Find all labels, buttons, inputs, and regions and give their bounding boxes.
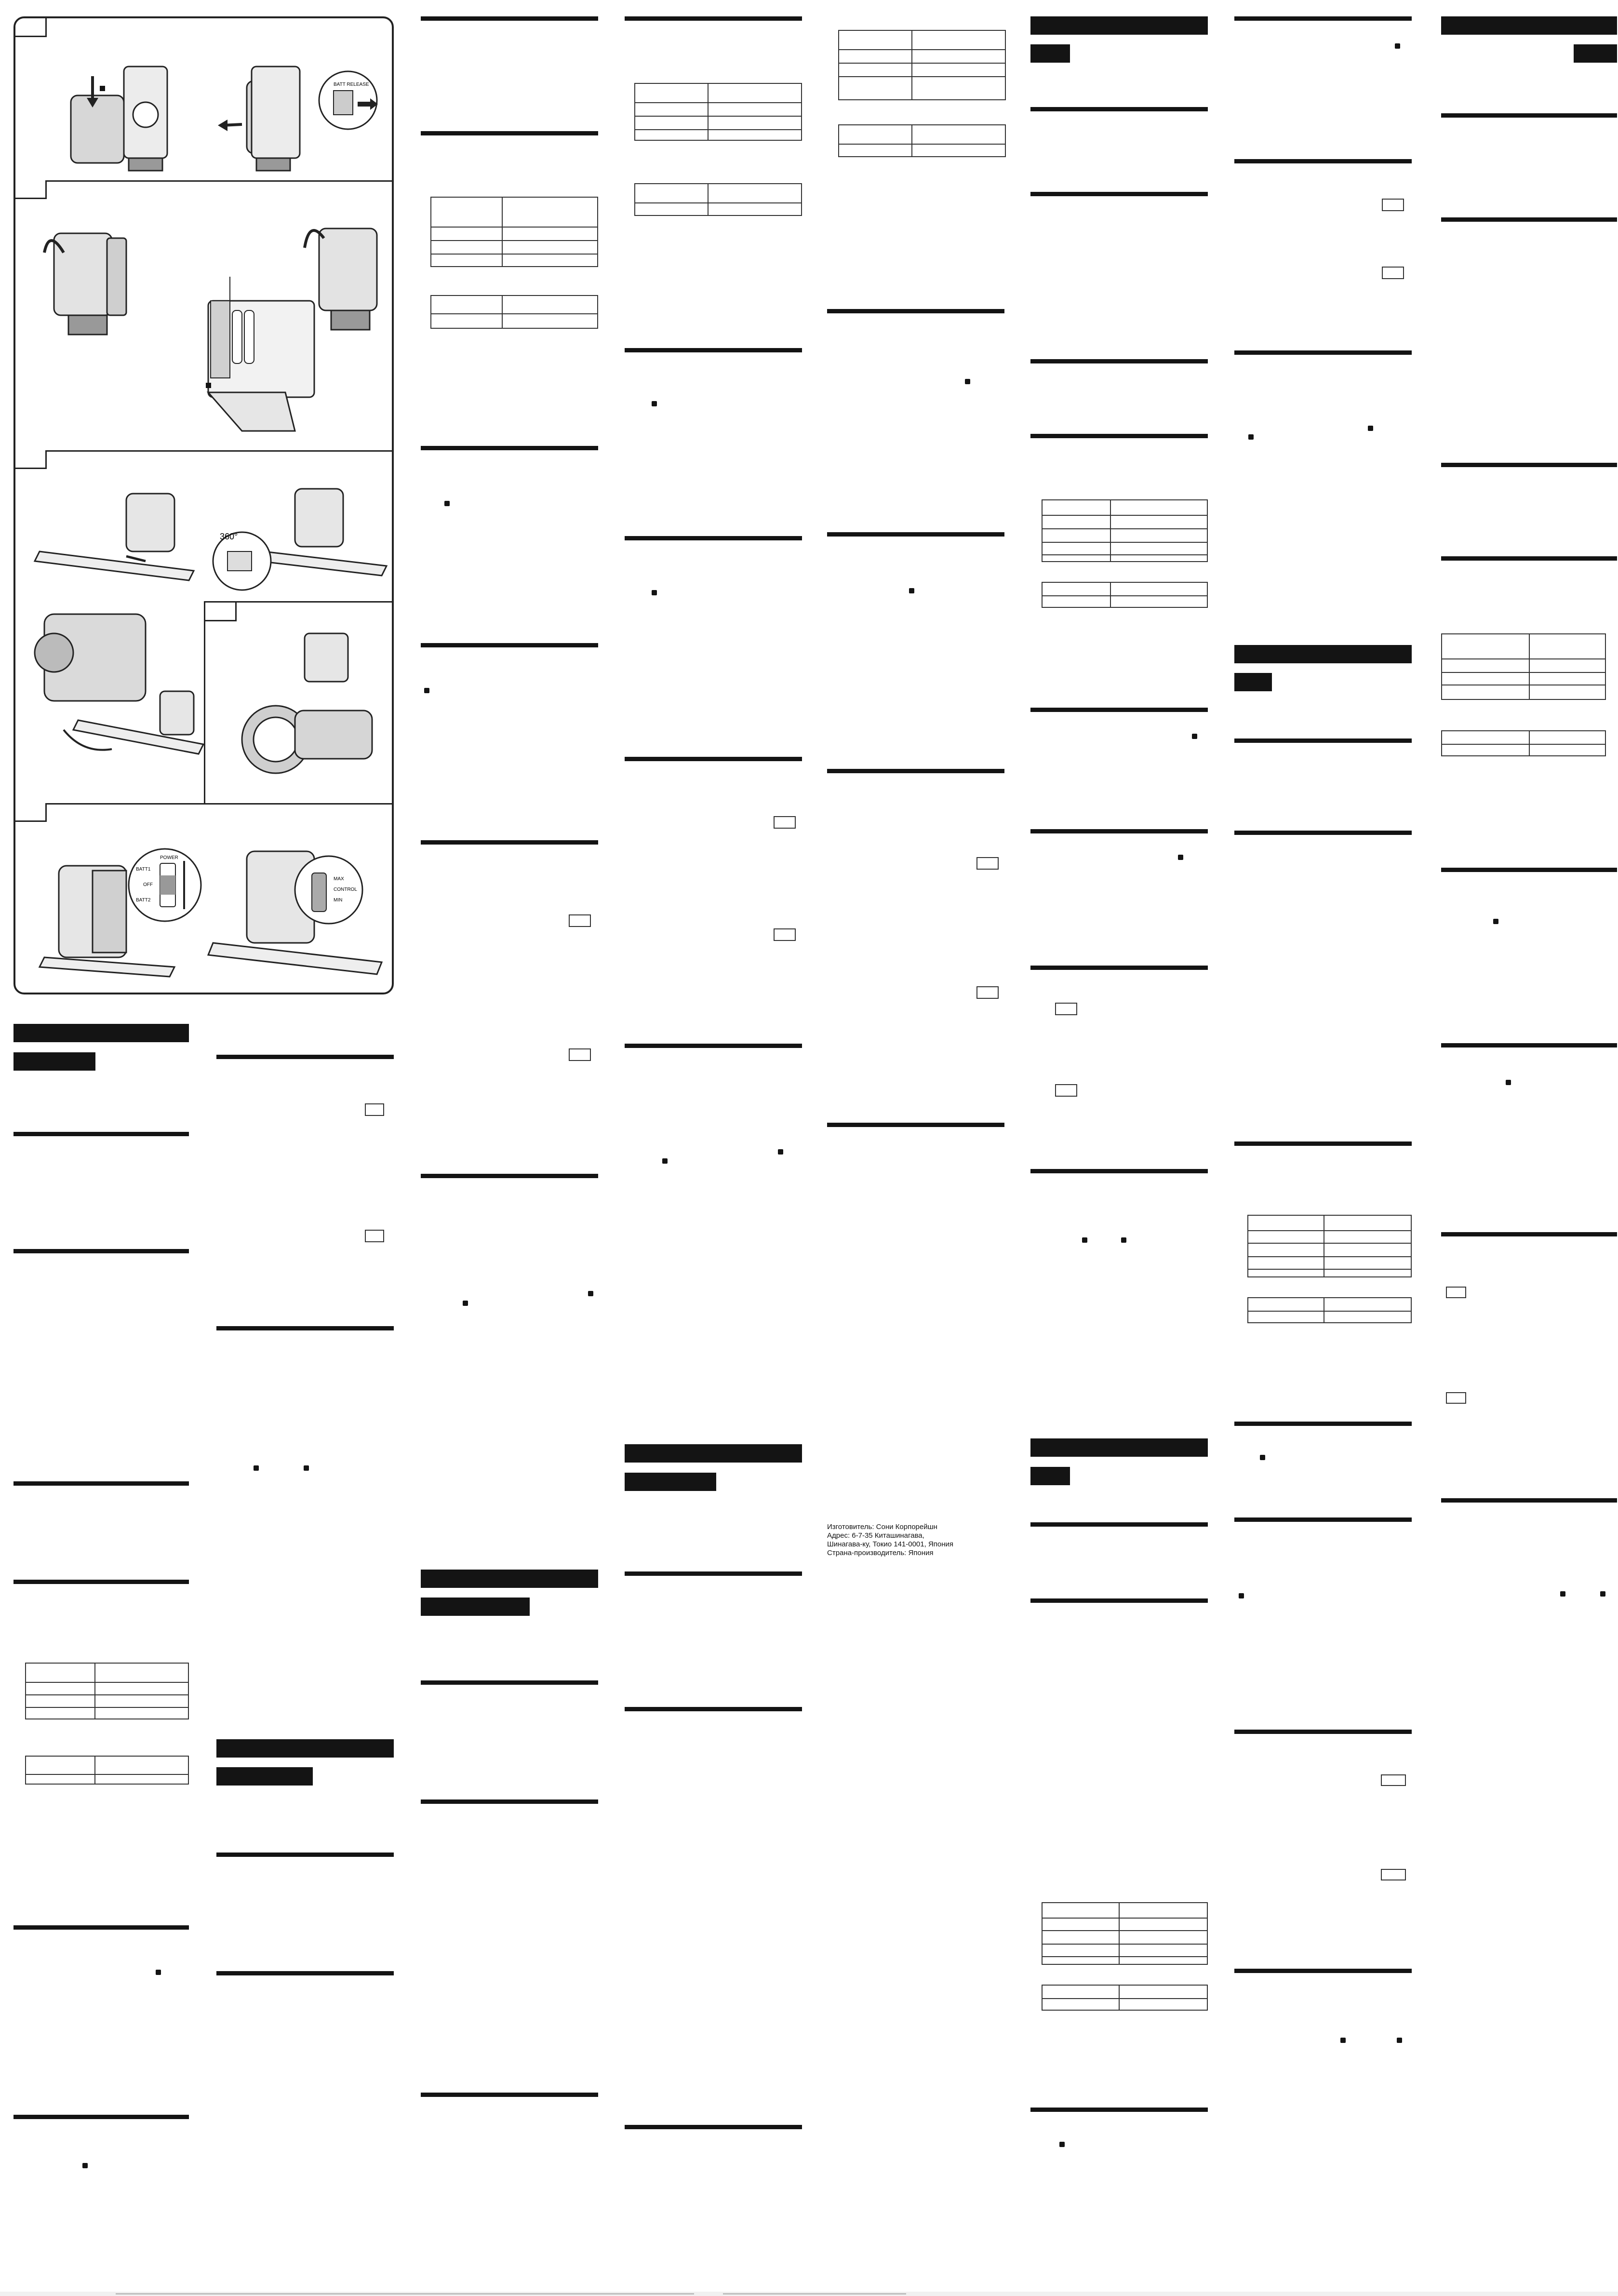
section-rule: [1234, 16, 1412, 21]
spec-table: [25, 1756, 189, 1785]
figure-reference-mark: [1395, 43, 1400, 49]
section-rule: [1234, 738, 1412, 743]
language-header-band: [1441, 16, 1617, 35]
spec-table: [25, 1663, 189, 1719]
button-symbol-box: [774, 928, 796, 941]
battery-insert-illustration: [15, 18, 392, 177]
spec-table: [1042, 499, 1208, 562]
figure-reference-mark: [1340, 2038, 1346, 2043]
section-rule: [1030, 829, 1208, 833]
spec-table: [838, 30, 1006, 100]
section-rule: [1234, 159, 1412, 163]
scan-edge-strip: [0, 2292, 1618, 2296]
spec-table: [1247, 1215, 1412, 1277]
figure-reference-mark: [1397, 2038, 1402, 2043]
section-rule: [1030, 966, 1208, 970]
spec-table: [1042, 582, 1208, 608]
figure-reference-mark: [588, 1291, 593, 1296]
battery-compartment-illustration: [15, 180, 392, 448]
language-header-band: [216, 1739, 394, 1758]
section-rule: [827, 532, 1004, 537]
language-subheader-band: [421, 1598, 530, 1616]
section-rule: [1441, 1498, 1617, 1503]
figure-reference-mark: [1121, 1237, 1126, 1243]
spec-table: [1441, 633, 1606, 700]
button-symbol-box: [365, 1230, 384, 1242]
figure-section-4: [15, 803, 392, 994]
section-rule: [216, 1055, 394, 1059]
figure-reference-mark: [909, 588, 914, 593]
figure-reference-mark: [1239, 1593, 1244, 1598]
language-subheader-band: [1030, 44, 1070, 63]
section-rule: [1234, 1422, 1412, 1426]
manufacturer-country: Страна-производитель: Япония: [827, 1549, 934, 1557]
figure-reference-mark: [1059, 2142, 1065, 2147]
batt-release-label: BATT RELEASE: [334, 82, 369, 87]
section-rule: [13, 1580, 189, 1584]
section-rule: [13, 1249, 189, 1253]
button-symbol-box: [1382, 199, 1404, 211]
figure-reference-mark: [1506, 1080, 1511, 1085]
language-header-band: [1030, 1438, 1208, 1457]
figure-reference-mark: [1560, 1591, 1565, 1597]
section-rule: [827, 309, 1004, 313]
figure-reference-mark: [662, 1158, 668, 1164]
spec-table: [430, 295, 598, 329]
language-header-band: [625, 1444, 802, 1463]
figure-reference-mark: [652, 401, 657, 406]
power-position-batt2: BATT2: [136, 898, 151, 903]
language-header-band: [1030, 16, 1208, 35]
manufacturer-address-2: Шинагава-ку, Токио 141-0001, Япония: [827, 1540, 954, 1548]
button-symbol-box: [1382, 267, 1404, 279]
button-symbol-box: [1381, 1869, 1406, 1880]
spec-table: [634, 183, 802, 216]
language-header-band: [1234, 645, 1412, 663]
figure-reference-mark: [1260, 1455, 1265, 1460]
intensity-control-label: CONTROL: [334, 887, 357, 892]
section-rule: [1030, 434, 1208, 438]
section-rule: [421, 840, 598, 845]
section-rule: [1234, 1969, 1412, 1973]
figure-reference-mark: [82, 2163, 88, 2168]
button-symbol-box: [1446, 1287, 1466, 1298]
section-rule: [1234, 831, 1412, 835]
section-rule: [1441, 1043, 1617, 1047]
section-rule: [13, 1925, 189, 1930]
figure-reference-mark: [1192, 734, 1197, 739]
section-rule: [1441, 1232, 1617, 1236]
spec-table: [634, 83, 802, 141]
figure-reference-mark: [424, 688, 429, 693]
button-symbol-box: [1381, 1774, 1406, 1786]
section-rule: [421, 1799, 598, 1804]
section-rule: [1441, 868, 1617, 872]
section-rule: [1234, 1517, 1412, 1522]
section-rule: [1441, 556, 1617, 561]
manufacturer-info: [827, 1523, 972, 1558]
intensity-min-label: MIN: [334, 898, 343, 903]
section-rule: [216, 1971, 394, 1975]
spec-table: [838, 124, 1006, 157]
section-rule: [1030, 192, 1208, 196]
language-subheader-band: [1234, 673, 1272, 691]
section-rule: [13, 1132, 189, 1136]
power-position-batt1: BATT1: [136, 867, 151, 872]
figure-reference-mark: [444, 501, 450, 506]
figure-reference-mark: [1082, 1237, 1087, 1243]
section-rule: [216, 1853, 394, 1857]
section-rule: [421, 446, 598, 450]
section-rule: [421, 1174, 598, 1178]
section-rule: [13, 1481, 189, 1486]
section-rule: [1441, 463, 1617, 467]
intensity-max-label: MAX: [334, 876, 344, 882]
section-rule: [625, 757, 802, 761]
section-rule: [625, 1571, 802, 1576]
section-rule: [827, 1123, 1004, 1127]
figure-reference-mark: [778, 1149, 783, 1155]
spec-table: [1042, 1985, 1208, 2011]
section-rule: [1441, 217, 1617, 222]
language-subheader-band: [1030, 1467, 1070, 1485]
language-subheader-band: [13, 1052, 95, 1071]
section-rule: [1234, 1141, 1412, 1146]
button-symbol-box: [1055, 1003, 1077, 1015]
section-rule: [1030, 2108, 1208, 2112]
section-rule: [625, 1044, 802, 1048]
language-header-band: [421, 1570, 598, 1588]
figure-section-1: [15, 18, 392, 182]
figure-reference-mark: [463, 1301, 468, 1306]
section-rule: [625, 16, 802, 21]
section-rule: [1030, 359, 1208, 363]
language-subheader-band: [1574, 44, 1617, 63]
power-switch-title: POWER: [160, 855, 178, 860]
figure-reference-mark: [1368, 426, 1373, 431]
section-rule: [1234, 1730, 1412, 1734]
section-rule: [625, 348, 802, 352]
section-rule: [625, 536, 802, 540]
section-rule: [827, 769, 1004, 773]
manufacturer-address-1: Адрес: 6-7-35 Киташинагава,: [827, 1531, 924, 1540]
rotation-label: 360°: [220, 532, 238, 541]
section-rule: [625, 2125, 802, 2129]
button-symbol-box: [976, 857, 999, 870]
figure-section-3: [15, 450, 392, 805]
section-rule: [625, 1707, 802, 1711]
section-rule: [13, 2115, 189, 2119]
button-symbol-box: [1055, 1084, 1077, 1097]
figure-reference-mark: [1493, 919, 1498, 924]
figure-reference-mark: [965, 379, 970, 384]
section-rule: [421, 131, 598, 135]
button-symbol-box: [569, 914, 591, 927]
figure-reference-mark: [304, 1465, 309, 1471]
section-rule: [1234, 350, 1412, 355]
section-rule: [1030, 1522, 1208, 1527]
bracket-mount-illustration: [15, 450, 392, 802]
illustration-panel: [13, 16, 394, 994]
section-rule: [1441, 113, 1617, 118]
manufacturer-name: Изготовитель: Сони Корпорейшн: [827, 1523, 937, 1531]
button-symbol-box: [569, 1048, 591, 1061]
section-rule: [421, 643, 598, 647]
section-rule: [421, 2093, 598, 2097]
language-header-band: [13, 1024, 189, 1042]
figure-reference-mark: [1600, 1591, 1605, 1597]
power-switch-illustration: [15, 803, 392, 994]
figure-section-2: [15, 180, 392, 452]
section-rule: [1030, 708, 1208, 712]
figure-reference-mark: [254, 1465, 259, 1471]
spec-table: [1247, 1297, 1412, 1323]
section-rule: [1030, 1598, 1208, 1603]
figure-reference-mark: [652, 590, 657, 595]
figure-reference-mark: [156, 1970, 161, 1975]
language-subheader-band: [216, 1767, 313, 1786]
section-rule: [1030, 1169, 1208, 1173]
button-symbol-box: [774, 816, 796, 829]
button-symbol-box: [1446, 1392, 1466, 1404]
spec-table: [1441, 730, 1606, 756]
section-rule: [216, 1326, 394, 1330]
section-rule: [421, 1680, 598, 1685]
figure-reference-mark: [1248, 434, 1254, 440]
section-rule: [421, 16, 598, 21]
figure-reference-mark: [1178, 855, 1183, 860]
spec-table: [430, 197, 598, 267]
section-rule: [1030, 107, 1208, 111]
language-subheader-band: [625, 1473, 716, 1491]
spec-table: [1042, 1902, 1208, 1965]
button-symbol-box: [365, 1103, 384, 1116]
power-position-off: OFF: [143, 882, 153, 887]
button-symbol-box: [976, 986, 999, 999]
